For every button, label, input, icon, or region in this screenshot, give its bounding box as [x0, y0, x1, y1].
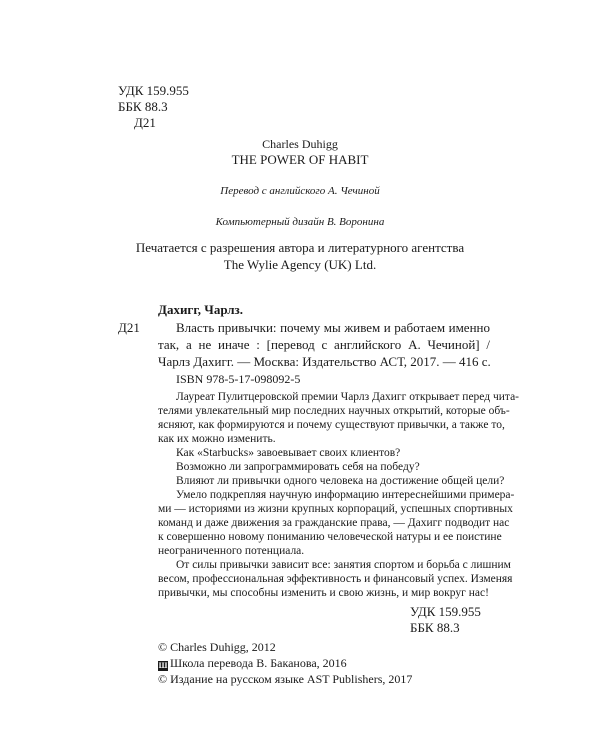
- copyright-line-3: © Издание на русском языке AST Publishers, 2017: [158, 672, 413, 686]
- isbn: ISBN 978-5-17-098092-5: [176, 372, 301, 386]
- bbk-code: ББК 88.3: [118, 99, 168, 114]
- footer-udk-code: УДК 159.955: [410, 604, 481, 619]
- copyright-line-2: [158, 656, 347, 671]
- catalog-desc-line: так, а не иначе : [перевод с английского А. Чечиной] /: [158, 337, 490, 352]
- annotation-line: весом, профессиональная эффективность и финансовый успех. Изменяя: [158, 573, 513, 585]
- copyright-line-2-text: Школа перевода В. Баканова, 2016: [170, 656, 347, 670]
- translator-credit: Перевод с английского А. Чечиной: [220, 185, 380, 197]
- annotation-line: привычки, мы способны изменить и свою жизнь, и мир вокруг нас!: [158, 587, 489, 599]
- original-title: THE POWER OF HABIT: [231, 152, 369, 167]
- catalog-heading: Дахигг, Чарлз.: [158, 302, 243, 317]
- annotation-question: Как «Starbucks» завоевывает своих клиентов?: [176, 447, 401, 459]
- permission-line-1: Печатается с разрешения автора и литературного агентства: [135, 240, 465, 255]
- author-sign: Д21: [134, 115, 156, 130]
- original-author: Charles Duhigg: [262, 137, 338, 151]
- catalog-desc-line: Власть привычки: почему мы живем и работаем именно: [176, 320, 490, 335]
- annotation-line: телями увлекательный мир последних научных открытий, которые объ-: [158, 405, 510, 417]
- footer-bbk-code: ББК 88.3: [410, 620, 460, 635]
- annotation-line: неограниченного потенциала.: [158, 545, 305, 557]
- annotation-line: От силы привычки зависит все: занятия спортом и борьба с лишним: [176, 559, 511, 571]
- copyright-line-1: © Charles Duhigg, 2012: [158, 640, 276, 654]
- udk-code: УДК 159.955: [118, 83, 189, 98]
- annotation-line: Умело подкрепляя научную информацию интереснейшими примера-: [176, 489, 515, 501]
- annotation-line: команд и даже движения за гражданские права, — Дахигг подводит нас: [158, 517, 510, 529]
- annotation-question: Возможно ли запрограммировать себя на победу?: [176, 461, 420, 473]
- catalog-code: Д21: [118, 320, 140, 335]
- annotation-line: как их можно изменить.: [158, 433, 276, 445]
- annotation-line: ясняют, как формируются и почему существуют привычки, а также то,: [158, 419, 505, 431]
- school-logo-icon: Ш: [158, 661, 168, 670]
- annotation-line: к совершенно новому пониманию человеческой натуры и ее поистине: [158, 531, 502, 543]
- annotation-line: Лауреат Пулитцеровской премии Чарлз Дахигг открывает перед чита-: [176, 391, 520, 403]
- design-credit: Компьютерный дизайн В. Воронина: [215, 216, 385, 228]
- annotation-line: ми — историями из жизни крупных корпораций, успешных спортивных: [158, 503, 513, 515]
- permission-line-2: The Wylie Agency (UK) Ltd.: [223, 257, 377, 272]
- catalog-desc-line: Чарлз Дахигг. — Москва: Издательство АСТ, 2017. — 416 с.: [158, 354, 491, 369]
- annotation-question: Влияют ли привычки одного человека на достижение общей цели?: [176, 475, 505, 487]
